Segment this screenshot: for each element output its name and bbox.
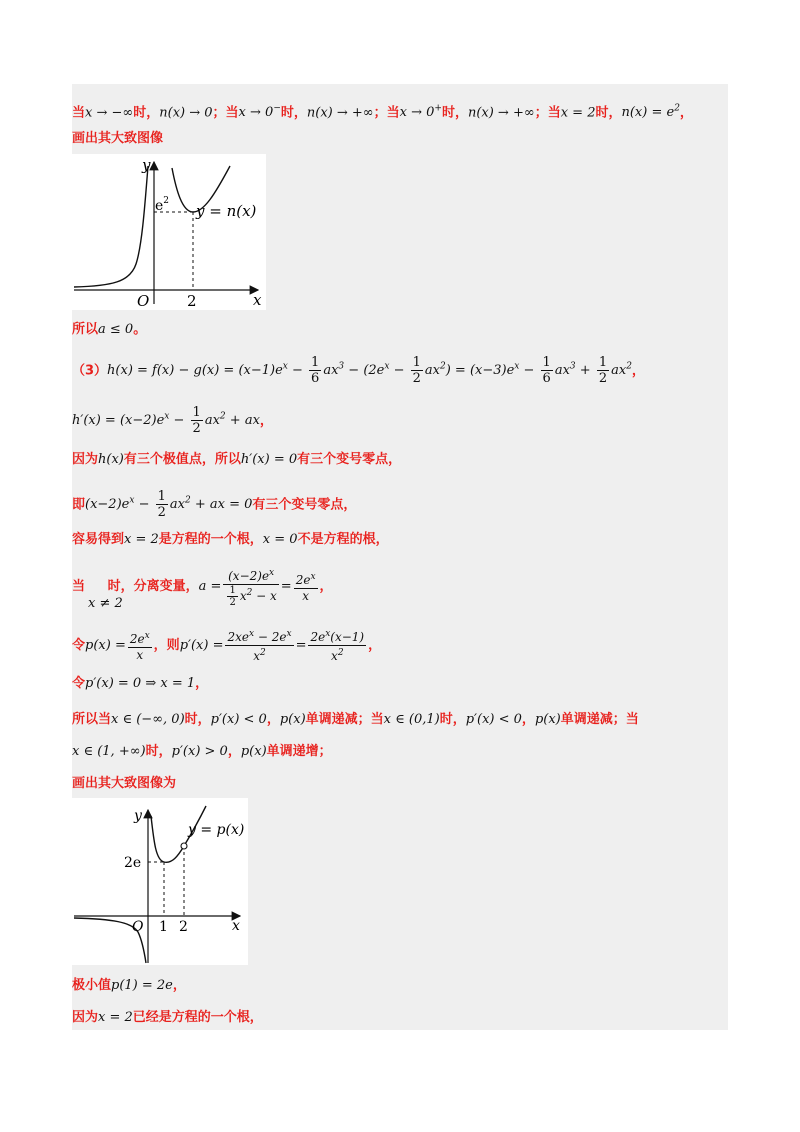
origin-label: O xyxy=(137,292,150,310)
line-5: $h'(x) = (x-2)e^x$ − $\frac{1}{2}$ $ax^2$ + ax， xyxy=(72,405,273,437)
text: 当 xyxy=(72,105,86,121)
line-9-subscript: x ≠ 2 xyxy=(88,596,123,611)
graph-n-svg xyxy=(72,154,266,310)
text: ， xyxy=(679,105,693,121)
text: ；当 xyxy=(212,105,239,121)
formula-h: $h(x) = f(x) - g(x) = (x-1)e^x$ − $\frac{1}{6}$ $ax^3 - (2e^x$ − $\frac{1}{2}$ $ax^2) = (x-3)e^x$ − $\frac{1}{6}$ $ax^3$ + $\frac{1}{2}$ $ax^2$ xyxy=(107,355,632,387)
text: 时， xyxy=(280,105,307,121)
curve-left xyxy=(74,166,148,287)
line-2: 画出其大致图像 xyxy=(72,131,164,146)
text: 时， xyxy=(441,105,468,121)
line-4: $(3)h(x) = f(x) - g(x) = (x-1)e^x$ − $\frac{1}{6}$ $ax^3 - (2e^x$ − $\frac{1}{2}$ $ax^2) = (x-3)e^x$ − $\frac{1}{6}$ $ax^3$ + $\frac{1}{2}$ $ax^2$， xyxy=(72,355,645,387)
e2-label: $e^2$ xyxy=(155,196,170,214)
math: n(x) → +∞ xyxy=(306,105,374,121)
y-tick-2e: 2e xyxy=(124,855,142,871)
line-6: 因为h(x)有三个极值点，所以h′(x) = 0有三个变号零点， xyxy=(72,452,402,467)
line-7: 即$(x-2)e^x$ − $\frac{1}{2}$ $ax^2$ + ax = 0有三个变号零点， xyxy=(72,489,357,521)
text: 时， xyxy=(133,105,160,121)
open-point xyxy=(181,843,187,849)
math: $n(x) = e^2$ xyxy=(621,104,680,121)
text: ；当 xyxy=(373,105,400,121)
y-label: y xyxy=(142,156,151,174)
graph-p-svg xyxy=(72,798,248,965)
solution-content xyxy=(72,84,728,1030)
curve-label: y = p(x) xyxy=(188,822,245,838)
math: x = 2 xyxy=(560,105,596,121)
math: x → −∞ xyxy=(85,105,134,121)
graph-n xyxy=(72,154,266,310)
formula-h-prime: $h'(x) = (x-2)e^x$ − $\frac{1}{2}$ $ax^2$ + ax xyxy=(72,405,260,437)
math: n(x) → +∞ xyxy=(467,105,535,121)
x-label: x xyxy=(253,291,262,309)
origin-label: O xyxy=(132,919,144,935)
text: ；当 xyxy=(534,105,561,121)
math: n(x) → 0 xyxy=(159,105,213,121)
curve-label: y = n(x) xyxy=(196,202,257,220)
line-9: 当 时，分离变量，a = $(x-2)e^x$ $\frac{1}{2}$ $x^2 - x$ = $\frac{2e^x}{x}$ ， xyxy=(72,567,333,608)
math: x → 0+ xyxy=(399,104,442,121)
line-14: 画出其大致图像为 xyxy=(72,776,177,791)
line-11: 令p′(x) = 0 ⇒ x = 1， xyxy=(72,676,209,691)
math: x → 0− xyxy=(238,104,281,121)
line-15: 极小值p(1) = 2e， xyxy=(72,978,186,993)
line-13: x ∈ (1, +∞)时，p′(x) > 0，p(x)单调递增； xyxy=(72,744,332,759)
line-10: 令p(x) = $\frac{2e^x}{x}$ ，则p′(x) = $\frac{2xe^x - 2e^x}{x^2}$ = $\frac{2e^x(x-1)}{x^2}$ ， xyxy=(72,629,382,663)
line-12: 所以当x ∈ (−∞, 0)时，p′(x) < 0，p(x)单调递减；当x ∈ (0,1)时，p′(x) < 0，p(x)单调递减；当 xyxy=(72,712,639,727)
line-8: 容易得到x = 2是方程的一个根，x = 0不是方程的根， xyxy=(72,532,389,547)
line-1 xyxy=(72,99,693,123)
tick-2: 2 xyxy=(179,919,188,935)
text: 时， xyxy=(595,105,622,121)
y-label: y xyxy=(134,808,142,824)
graph-p xyxy=(72,798,248,965)
line-16: 因为x = 2已经是方程的一个根， xyxy=(72,1010,263,1025)
line-3: 所以a ≤ 0。 xyxy=(72,322,147,337)
tick-1: 1 xyxy=(159,919,168,935)
tick-2: 2 xyxy=(187,292,197,310)
x-label: x xyxy=(232,918,240,934)
